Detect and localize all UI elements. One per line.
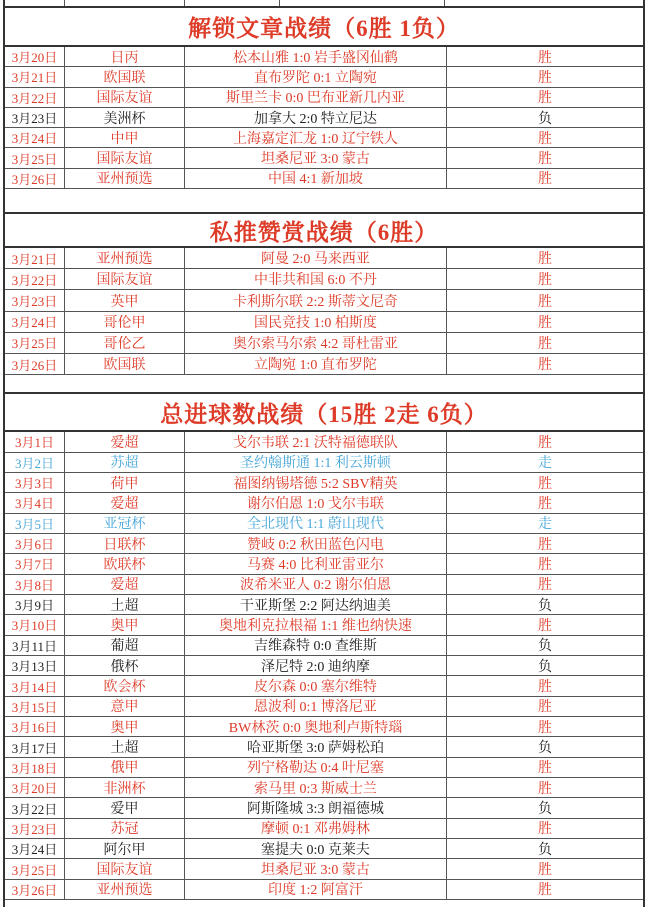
league-cell: 意甲: [65, 697, 185, 716]
result-cell: 胜: [538, 537, 552, 553]
date-cell: 3月16日: [5, 717, 65, 736]
league-cell: 日联杯: [65, 534, 185, 553]
result-cell: 胜: [538, 315, 552, 331]
sections-container: [5, 6, 643, 907]
league-cell: 哥伦甲: [65, 312, 185, 332]
result-cell: 胜: [538, 50, 552, 66]
date-cell: 3月4日: [5, 493, 65, 512]
table-row: [5, 67, 643, 87]
league-cell: 奥甲: [65, 717, 185, 736]
match-cell: 索马里 0:3 斯威士兰: [185, 778, 447, 797]
date-cell: 3月25日: [5, 333, 65, 353]
date-cell: 3月3日: [5, 473, 65, 492]
result-cell: 负: [538, 111, 552, 127]
date-cell: 3月21日: [5, 67, 65, 86]
result-cell: 胜: [538, 70, 552, 86]
result-cell: 胜: [538, 700, 552, 716]
result-cell: 走: [538, 456, 552, 472]
league-cell: 苏超: [65, 453, 185, 472]
section-title-row: [5, 6, 643, 47]
match-cell: 坦桑尼亚 3:0 蒙古: [185, 859, 447, 878]
table-row: [5, 778, 643, 798]
date-cell: 3月26日: [5, 169, 65, 188]
match-cell: 哈亚斯堡 3:0 萨姆松珀: [185, 737, 447, 756]
date-cell: 3月25日: [5, 148, 65, 167]
match-cell: 直布罗陀 0:1 立陶宛: [185, 67, 447, 86]
table-row: [5, 128, 643, 148]
table-row: [5, 534, 643, 554]
league-cell: 国际友谊: [65, 148, 185, 167]
table-row: [5, 636, 643, 656]
date-cell: 3月26日: [5, 354, 65, 374]
spacer-row: [5, 900, 643, 907]
league-cell: 欧联杯: [65, 554, 185, 573]
date-cell: 3月24日: [5, 312, 65, 332]
league-cell: 国际友谊: [65, 269, 185, 289]
league-cell: 土超: [65, 595, 185, 614]
record-section: [5, 6, 643, 212]
result-cell: 胜: [538, 252, 552, 268]
section-rows: [5, 47, 643, 189]
partial-row-gridline: [184, 0, 185, 6]
match-cell: 列宁格勒达 0:4 叶尼塞: [185, 758, 447, 777]
table-row: [5, 148, 643, 168]
table-row: [5, 453, 643, 473]
league-cell: 阿尔甲: [65, 839, 185, 858]
section-title: 私推赞赏战绩（6胜）: [209, 219, 439, 245]
league-cell: 葡超: [65, 636, 185, 655]
partial-row-gridline: [64, 0, 65, 6]
table-row: [5, 269, 643, 290]
spacer-row: [5, 189, 643, 212]
match-cell: 奥尔索马尔索 4:2 哥杜雷亚: [185, 333, 447, 353]
date-cell: 3月10日: [5, 615, 65, 634]
league-cell: 亚州预选: [65, 248, 185, 268]
league-cell: 奥甲: [65, 615, 185, 634]
league-cell: 中甲: [65, 128, 185, 147]
date-cell: 3月5日: [5, 514, 65, 533]
match-cell: 国民竞技 1:0 柏斯度: [185, 312, 447, 332]
section-title: 解锁文章战绩（6胜 1负）: [188, 16, 460, 41]
table-row: [5, 354, 643, 375]
league-cell: 苏冠: [65, 819, 185, 838]
date-cell: 3月25日: [5, 859, 65, 878]
result-cell: 胜: [538, 883, 552, 899]
date-cell: 3月7日: [5, 554, 65, 573]
result-cell: 胜: [538, 822, 552, 838]
league-cell: 俄甲: [65, 758, 185, 777]
date-cell: 3月13日: [5, 656, 65, 675]
result-cell: 负: [538, 802, 552, 818]
match-cell: 印度 1:2 阿富汗: [185, 880, 447, 899]
date-cell: 3月1日: [5, 432, 65, 451]
table-row: [5, 554, 643, 574]
league-cell: 亚冠杯: [65, 514, 185, 533]
result-cell: 胜: [538, 578, 552, 594]
result-cell: 胜: [538, 152, 552, 168]
table-row: [5, 615, 643, 635]
date-cell: 3月23日: [5, 108, 65, 127]
match-cell: 中非共和国 6:0 不丹: [185, 269, 447, 289]
match-cell: 立陶宛 1:0 直布罗陀: [185, 354, 447, 374]
result-cell: 胜: [538, 761, 552, 777]
match-cell: 波希米亚人 0:2 谢尔伯恩: [185, 575, 447, 594]
date-cell: 3月14日: [5, 676, 65, 695]
league-cell: 荷甲: [65, 473, 185, 492]
table-row: [5, 717, 643, 737]
league-cell: 亚州预选: [65, 880, 185, 899]
table-row: [5, 88, 643, 108]
table-row: [5, 737, 643, 757]
result-cell: 胜: [538, 336, 552, 352]
section-title-row: [5, 392, 643, 432]
match-cell: BW林茨 0:0 奥地利卢斯特瑙: [185, 717, 447, 736]
match-cell: 摩顿 0:1 邓弗姆林: [185, 819, 447, 838]
table-row: [5, 333, 643, 354]
record-section: [5, 392, 643, 907]
date-cell: 3月6日: [5, 534, 65, 553]
table-row: [5, 47, 643, 67]
table-row: [5, 575, 643, 595]
match-cell: 谢尔伯恩 1:0 戈尔韦联: [185, 493, 447, 512]
section-rows: [5, 248, 643, 375]
date-cell: 3月8日: [5, 575, 65, 594]
table-row: [5, 595, 643, 615]
result-cell: 负: [538, 639, 552, 655]
league-cell: 国际友谊: [65, 88, 185, 107]
match-cell: 卡利斯尔联 2:2 斯蒂文尼奇: [185, 290, 447, 310]
result-cell: 负: [538, 842, 552, 858]
result-cell: 胜: [538, 781, 552, 797]
match-cell: 全北现代 1:1 蔚山现代: [185, 514, 447, 533]
match-cell: 戈尔韦联 2:1 沃特福德联队: [185, 432, 447, 451]
table-row: [5, 859, 643, 879]
result-cell: 胜: [538, 131, 552, 147]
partial-row-gridline: [279, 0, 280, 6]
league-cell: 爱超: [65, 493, 185, 512]
date-cell: 3月9日: [5, 595, 65, 614]
result-cell: 胜: [538, 91, 552, 107]
result-cell: 胜: [538, 863, 552, 879]
league-cell: 欧国联: [65, 354, 185, 374]
match-cell: 福图纳锡塔德 5:2 SBV精英: [185, 473, 447, 492]
result-cell: 胜: [538, 720, 552, 736]
table-row: [5, 473, 643, 493]
table-row: [5, 819, 643, 839]
date-cell: 3月21日: [5, 248, 65, 268]
match-cell: 上海嘉定汇龙 1:0 辽宁铁人: [185, 128, 447, 147]
date-cell: 3月20日: [5, 47, 65, 66]
date-cell: 3月22日: [5, 88, 65, 107]
match-cell: 加拿大 2:0 特立尼达: [185, 108, 447, 127]
match-cell: 恩波利 0:1 博洛尼亚: [185, 697, 447, 716]
match-cell: 阿曼 2:0 马来西亚: [185, 248, 447, 268]
date-cell: 3月22日: [5, 798, 65, 817]
match-cell: 松本山雅 1:0 岩手盛冈仙鹤: [185, 47, 447, 66]
spacer-row: [5, 375, 643, 392]
league-cell: 土超: [65, 737, 185, 756]
date-cell: 3月24日: [5, 128, 65, 147]
table-row: [5, 108, 643, 128]
result-cell: 胜: [538, 618, 552, 634]
match-cell: 中国 4:1 新加坡: [185, 169, 447, 188]
result-cell: 胜: [538, 358, 552, 374]
date-cell: 3月20日: [5, 778, 65, 797]
league-cell: 爱超: [65, 575, 185, 594]
date-cell: 3月26日: [5, 880, 65, 899]
top-partial-row: [5, 0, 643, 6]
match-cell: 吉维森特 0:0 查维斯: [185, 636, 447, 655]
date-cell: 3月23日: [5, 819, 65, 838]
result-cell: 胜: [538, 496, 552, 512]
date-cell: 3月11日: [5, 636, 65, 655]
match-cell: 斯里兰卡 0:0 巴布亚新几内亚: [185, 88, 447, 107]
table-row: [5, 432, 643, 452]
league-cell: 非洲杯: [65, 778, 185, 797]
league-cell: 日丙: [65, 47, 185, 66]
match-cell: 马赛 4:0 比利亚雷亚尔: [185, 554, 447, 573]
league-cell: 欧会杯: [65, 676, 185, 695]
table-row: [5, 169, 643, 189]
league-cell: 俄杯: [65, 656, 185, 675]
record-section: [5, 212, 643, 392]
table-row: [5, 697, 643, 717]
league-cell: 爱超: [65, 432, 185, 451]
table-row: [5, 880, 643, 900]
result-cell: 胜: [538, 172, 552, 188]
date-cell: 3月15日: [5, 697, 65, 716]
league-cell: 美洲杯: [65, 108, 185, 127]
match-cell: 赞岐 0:2 秋田蓝色闪电: [185, 534, 447, 553]
date-cell: 3月24日: [5, 839, 65, 858]
league-cell: 爱甲: [65, 798, 185, 817]
result-cell: 负: [538, 598, 552, 614]
table-row: [5, 656, 643, 676]
match-cell: 塞提夫 0:0 克莱夫: [185, 839, 447, 858]
league-cell: 国际友谊: [65, 859, 185, 878]
table-row: [5, 514, 643, 534]
match-cell: 阿斯隆城 3:3 朗福德城: [185, 798, 447, 817]
match-cell: 泽尼特 2:0 迪纳摩: [185, 656, 447, 675]
date-cell: 3月23日: [5, 290, 65, 310]
date-cell: 3月18日: [5, 758, 65, 777]
result-cell: 胜: [538, 294, 552, 310]
match-cell: 坦桑尼亚 3:0 蒙古: [185, 148, 447, 167]
league-cell: 亚州预选: [65, 169, 185, 188]
table-row: [5, 758, 643, 778]
match-cell: 奥地利克拉根福 1:1 维也纳快速: [185, 615, 447, 634]
league-cell: 英甲: [65, 290, 185, 310]
league-cell: 欧国联: [65, 67, 185, 86]
section-rows: [5, 432, 643, 900]
table-row: [5, 798, 643, 818]
result-cell: 负: [538, 741, 552, 757]
result-cell: 胜: [538, 476, 552, 492]
date-cell: 3月17日: [5, 737, 65, 756]
result-cell: 胜: [538, 557, 552, 573]
table-row: [5, 676, 643, 696]
table-row: [5, 493, 643, 513]
match-cell: 圣约翰斯通 1:1 利云斯顿: [185, 453, 447, 472]
result-cell: 胜: [538, 435, 552, 451]
table-row: [5, 839, 643, 859]
section-title: 总进球数战绩（15胜 2走 6负）: [160, 401, 488, 427]
result-cell: 负: [538, 659, 552, 675]
table-row: [5, 248, 643, 269]
partial-row-gridline: [444, 0, 445, 6]
match-cell: 皮尔森 0:0 塞尔维特: [185, 676, 447, 695]
date-cell: 3月22日: [5, 269, 65, 289]
table-row: [5, 312, 643, 333]
result-cell: 胜: [538, 273, 552, 289]
date-cell: 3月2日: [5, 453, 65, 472]
result-cell: 走: [538, 517, 552, 533]
results-sheet: [3, 0, 645, 907]
table-row: [5, 290, 643, 311]
league-cell: 哥伦乙: [65, 333, 185, 353]
section-title-row: [5, 212, 643, 248]
result-cell: 胜: [538, 680, 552, 695]
match-cell: 干亚斯堡 2:2 阿达纳迪美: [185, 595, 447, 614]
